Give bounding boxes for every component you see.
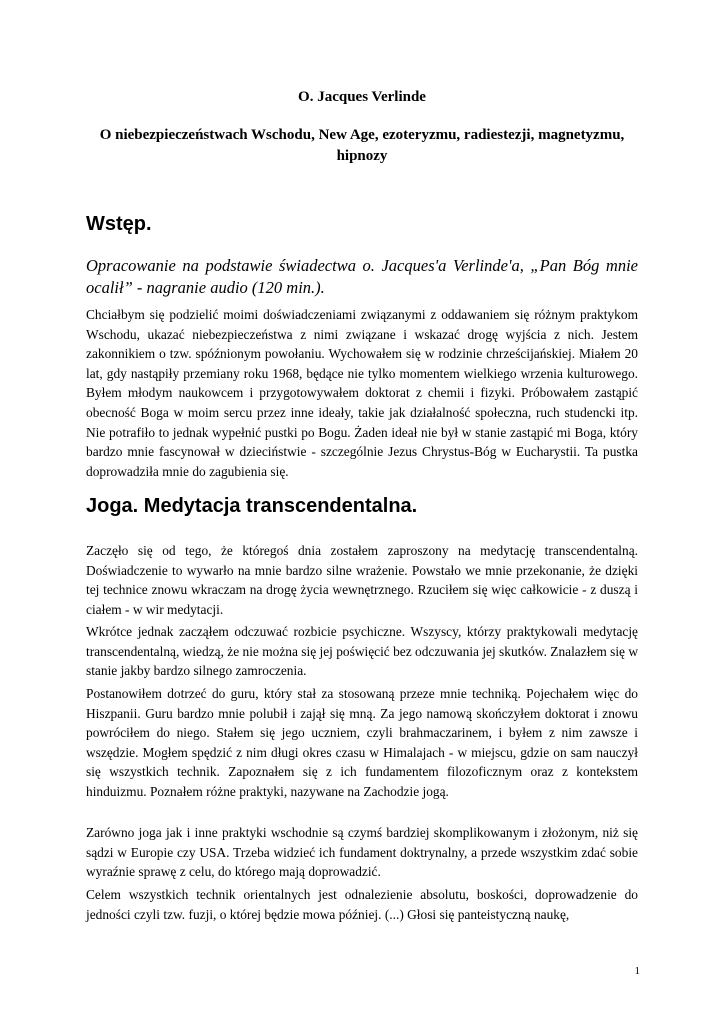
section-subtitle: Opracowanie na podstawie świadectwa o. Jacques'a Verlinde'a, „Pan Bóg mnie ocalił” - nagranie audio (120 min.). — [86, 256, 638, 297]
document-title: O niebezpieczeństwach Wschodu, New Age, ezoteryzmu, radiestezji, magnetyzmu, hipnozy — [99, 127, 625, 164]
paragraph-yoga-3: Postanowiłem dotrzeć do guru, który stał za stosowaną przeze mnie techniką. Pojechałem więc do Hiszpanii. Guru bardzo mnie polubił i zajął się mną. Za jego namową skończyłem doktorat i znowu powróciłem do niego. Stałem się jego uczniem, czyli brahmaczarinem, i byłem z nim zawsze i wszędzie. Mogłem spędzić z nim długi okres czasu w Himalajach - w miejscu, gdzie on sam nauczył się wszystkich technik. Zapoznałem się z ich fundamentem filozoficznym oraz z kontekstem hinduizmu. Poznałem różne praktyki, nazywane na Zachodzie jogą. — [86, 686, 638, 799]
author-name: O. Jacques Verlinde — [298, 89, 426, 105]
section-heading-yoga: Joga. Medytacja transcendentalna. — [86, 495, 418, 517]
paragraph-yoga-2: Wkrótce jednak zacząłem odczuwać rozbicie psychiczne. Wszyscy, którzy praktykowali medytację transcendentalną, wiedzą, że nie można się jej poświęcić bez odczuwania jej skutków. Znalazłem się w stanie jakby bardzo silnego zamroczenia. — [86, 624, 639, 679]
section-heading-intro: Wstęp. — [86, 213, 152, 235]
paragraph-yoga-1: Zaczęło się od tego, że któregoś dnia zostałem zaproszony na medytację transcendentalną. Doświadczenie to wywarło na mnie bardzo silne wrażenie. Powstało we mnie przekonanie, że dzięki tej technice znowu wkraczam na drogę życia wewnętrznego. Rzuciłem się więc całkowicie - z duszą i ciałem - w wir medytacji. — [86, 543, 638, 617]
paragraph-yoga-5: Celem wszystkich technik orientalnych jest odnalezienie absolutu, boskości, doprowadzenie do jedności czyli tzw. fuzji, o której będzie mowa później. (...) Głosi się panteistyczną naukę, — [86, 887, 638, 922]
page-number: 1 — [634, 965, 640, 977]
paragraph-intro: Chciałbym się podzielić moimi doświadczeniami związanymi z oddawaniem się różnym praktykom Wschodu, ukazać niebezpieczeństwa z nimi związane i wskazać drogę wyjścia z nich. Jestem zakonnikiem o tzw. spóźnionym powołaniu. Wychowałem się w rodzinie chrześcijańskiej. Miałem 20 lat, gdy nastąpiły przemiany roku 1968, będące nie tylko momentem wielkiego wrzenia kulturowego. Byłem młodym naukowcem i przygotowywałem doktorat z chemii i fizyki. Próbowałem zastąpić obecność Boga w moim sercu przez inne ideały, takie jak działalność społeczna, ruch studencki itp. Nie potrafiło to jednak wypełnić pustki po Bogu. Żaden ideał nie był w stanie zastąpić mi Boga, który bardzo mnie fascynował w dzieciństwie - szczególnie Jezus Chrystus-Bóg w Eucharystii. Ta pustka doprowadziła mnie do zagubienia się. — [86, 307, 638, 479]
paragraph-yoga-4: Zarówno joga jak i inne praktyki wschodnie są czymś bardziej skomplikowanym i złożonym, niż się sądzi w Europie czy USA. Trzeba widzieć ich fundament doktrynalny, a przede wszystkim zdać sobie wyraźnie sprawę z celu, do którego mają doprowadzić. — [86, 825, 638, 880]
